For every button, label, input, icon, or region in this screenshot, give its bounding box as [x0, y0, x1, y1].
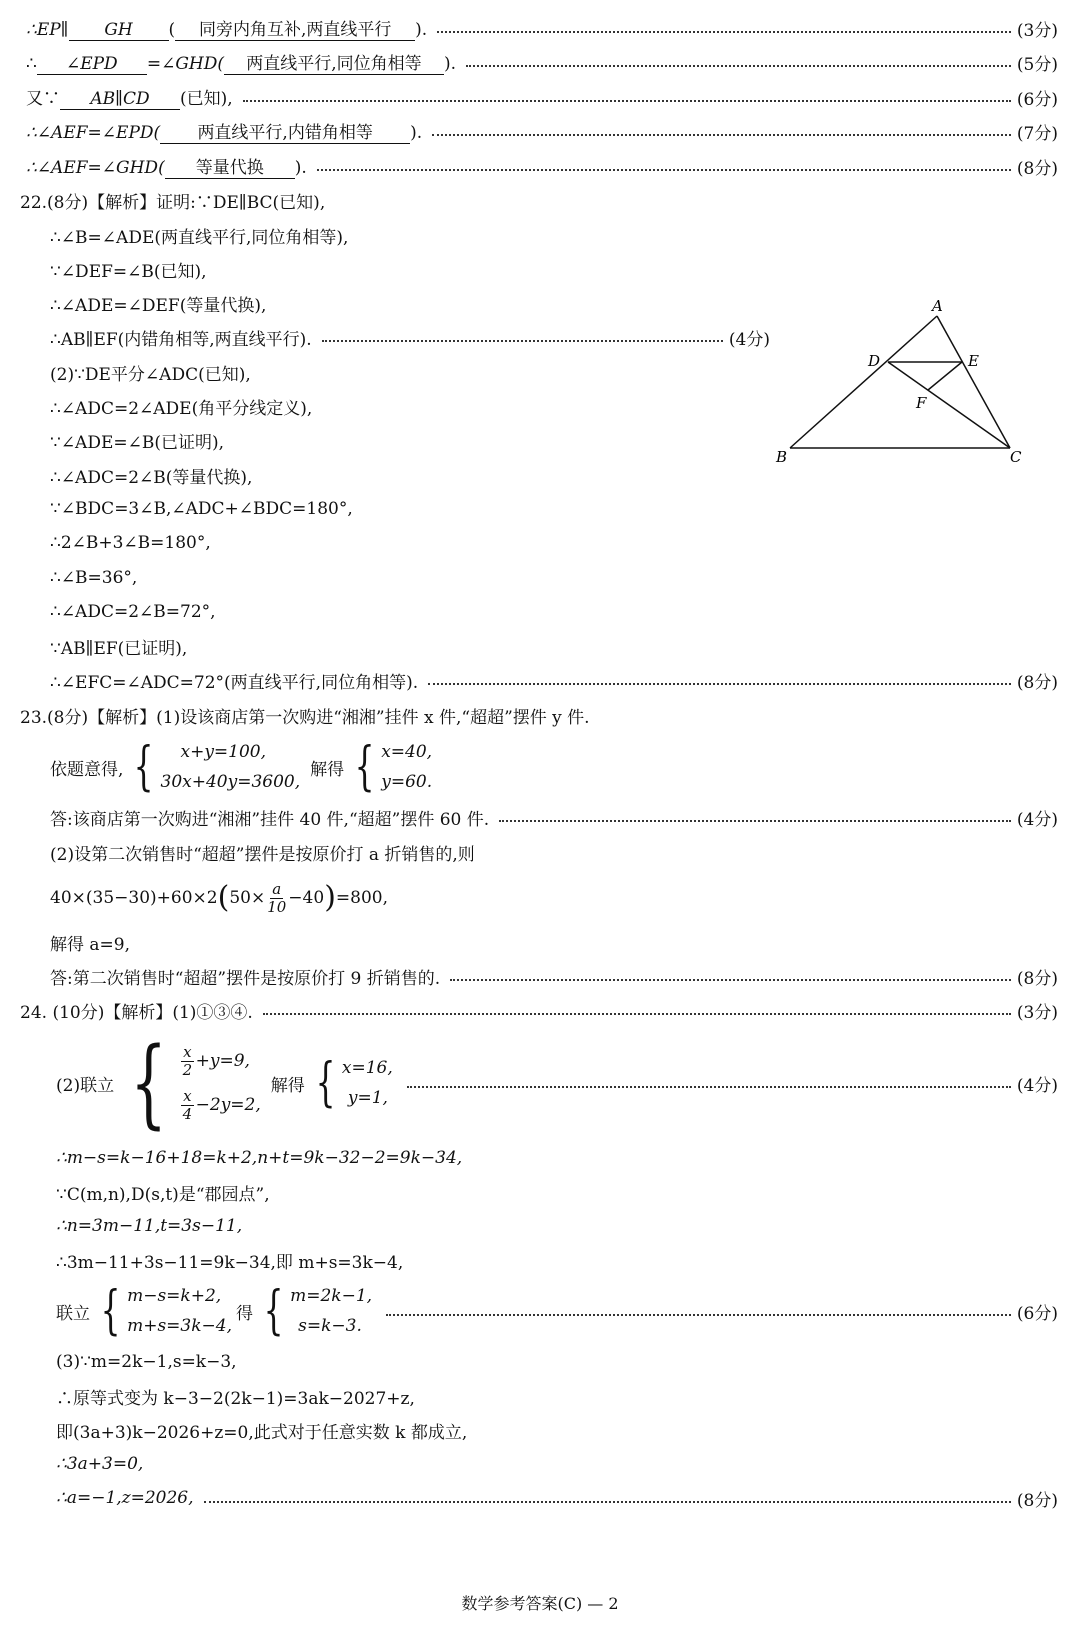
- q22-line: ∴∠B=36°,: [50, 568, 138, 588]
- triangle-figure: [770, 296, 1040, 471]
- page-footer: 数学参考答案(C) — 2: [461, 1594, 619, 1613]
- q22-line: ∵∠ADE=∠B(已证明),: [50, 432, 225, 453]
- q22-line: ∴∠ADC=2∠B(等量代换),: [50, 467, 253, 488]
- q22-line: ∴∠EFC=∠ADC=72°(两直线平行,同位角相等). (8分): [50, 666, 1058, 694]
- solution-system: { m=2k−1, s=k−3.: [263, 1281, 373, 1341]
- score: (5分): [1016, 54, 1058, 75]
- q22-line: ∵∠BDC=3∠B,∠ADC+∠BDC=180°,: [50, 499, 353, 519]
- q21-line-2: ∴ ∠EPD =∠GHD( 两直线平行,同位角相等 ). (5分): [26, 48, 1058, 76]
- dot-leader: [386, 1314, 1011, 1316]
- score: (4分): [728, 329, 770, 350]
- q22-heading: 22.(8分)【解析】证明:∵DE∥BC(已知),: [20, 192, 326, 213]
- fraction: $\frac{a}{10}$: [267, 879, 287, 916]
- dot-leader: [204, 1501, 1011, 1503]
- q22-line: ∵AB∥EF(已证明),: [50, 638, 188, 659]
- q21-line-4: ∴∠AEF=∠EPD( 两直线平行,内错角相等 ). (7分): [26, 117, 1058, 145]
- score: (8分): [1016, 158, 1058, 179]
- q24-line: ∴m−s=k−16+18=k+2,n+t=9k−32−2=9k−34,: [56, 1148, 463, 1168]
- q21-line-1: ∴EP∥ GH ( 同旁内角互补,两直线平行 ). (3分): [26, 14, 1058, 42]
- q24-line: 即(3a+3)k−2026+z=0,此式对于任意实数 k 都成立,: [56, 1422, 468, 1443]
- label-B: B: [776, 448, 788, 466]
- dot-leader: [466, 65, 1011, 67]
- q23-answer-2: 答:第二次销售时“超超”摆件是按原价打 9 折销售的. (8分): [50, 962, 1058, 990]
- q22-line: ∴2∠B+3∠B=180°,: [50, 533, 211, 553]
- score: (8分): [1016, 968, 1058, 989]
- q24-heading: 24. (10分)【解析】(1)①③④. (3分): [20, 996, 1058, 1024]
- q21-line-3: 又∵ AB∥CD (已知), (6分): [26, 83, 1058, 111]
- dot-leader: [437, 31, 1011, 33]
- q22-line: ∴∠ADE=∠DEF(等量代换),: [50, 295, 267, 316]
- q23-answer-1: 答:该商店第一次购进“湘湘”挂件 40 件,“超超”摆件 60 件. (4分): [50, 803, 1058, 831]
- score: (8分): [1016, 1490, 1058, 1511]
- dot-leader: [407, 1086, 1011, 1088]
- equation-system: { m−s=k+2, m+s=3k−4,: [100, 1281, 233, 1341]
- q24-line: ∴3a+3=0,: [56, 1454, 144, 1474]
- q23-equation: 40×(35−30)+60×2 ( 50× $\frac{a}{10}$ −40 ) =800,: [50, 879, 389, 916]
- label-A: A: [932, 297, 943, 315]
- solution-system: { x=16, y=1,: [315, 1053, 393, 1113]
- dot-leader: [499, 820, 1011, 822]
- q24-line: ∴原等式变为 k−3−2(2k−1)=3ak−2027+z,: [56, 1388, 415, 1409]
- q23-system: 依题意得, { x+y=100, 30x+40y=3600, 解得 { x=40, y=60.: [50, 737, 433, 797]
- score: (6分): [1016, 1303, 1058, 1324]
- q24-line: ∵C(m,n),D(s,t)是“郡园点”,: [56, 1184, 270, 1205]
- score: (6分): [1016, 89, 1058, 110]
- q24-line: ∴3m−11+3s−11=9k−34,即 m+s=3k−4,: [56, 1252, 404, 1273]
- q23-part-2: (2)设第二次销售时“超超”摆件是按原价打 a 折销售的,则: [50, 844, 475, 865]
- dot-leader: [263, 1013, 1011, 1015]
- dot-leader: [243, 100, 1011, 102]
- score: (7分): [1016, 123, 1058, 144]
- equation-system: { $\frac{x}{2}$ +y=9, $\frac{x}{4}$ −2y=2,: [130, 1027, 261, 1139]
- q24-line: ∴n=3m−11,t=3s−11,: [56, 1216, 243, 1236]
- q22-line: ∴∠ADC=2∠B=72°,: [50, 602, 216, 622]
- q22-line: (2)∵DE平分∠ADC(已知),: [50, 364, 251, 385]
- q21-line-5: ∴∠AEF=∠GHD( 等量代换 ). (8分): [26, 152, 1058, 180]
- q22-line: ∴AB∥EF(内错角相等,两直线平行). (4分): [50, 323, 770, 351]
- dot-leader: [322, 340, 723, 342]
- label-C: C: [1010, 448, 1022, 466]
- q22-line: ∴∠B=∠ADE(两直线平行,同位角相等),: [50, 227, 349, 248]
- score: (3分): [1016, 1002, 1058, 1023]
- score: (4分): [1016, 809, 1058, 830]
- q24-line: ∴a=−1,z=2026, (8分): [56, 1484, 1058, 1512]
- score: (8分): [1016, 672, 1058, 693]
- dot-leader: [317, 169, 1011, 171]
- score: (4分): [1016, 1075, 1058, 1096]
- q24-system: (2)联立 { $\frac{x}{2}$ +y=9, $\frac{x}{4}$ −2y=2, 解得 { x=16, y=1, (4分): [56, 1027, 1058, 1139]
- solution-system: { x=40, y=60.: [354, 737, 433, 797]
- score: (3分): [1016, 20, 1058, 41]
- equation-system: { x+y=100, 30x+40y=3600,: [134, 737, 301, 797]
- dot-leader: [450, 979, 1011, 981]
- label-F: F: [916, 394, 927, 412]
- label-E: E: [968, 352, 979, 370]
- dot-leader: [428, 683, 1011, 685]
- q22-line: ∵∠DEF=∠B(已知),: [50, 261, 207, 282]
- q23-solve: 解得 a=9,: [50, 934, 131, 955]
- label-D: D: [868, 352, 881, 370]
- q23-heading: 23.(8分)【解析】(1)设该商店第一次购进“湘湘”挂件 x 件,“超超”摆件 y 件.: [20, 707, 590, 728]
- dot-leader: [432, 134, 1011, 136]
- q24-joint-system: 联立 { m−s=k+2, m+s=3k−4, 得 { m=2k−1, s=k−3. (6分): [56, 1281, 1058, 1341]
- q22-line: ∴∠ADC=2∠ADE(角平分线定义),: [50, 398, 313, 419]
- q24-line: (3)∵m=2k−1,s=k−3,: [56, 1352, 237, 1372]
